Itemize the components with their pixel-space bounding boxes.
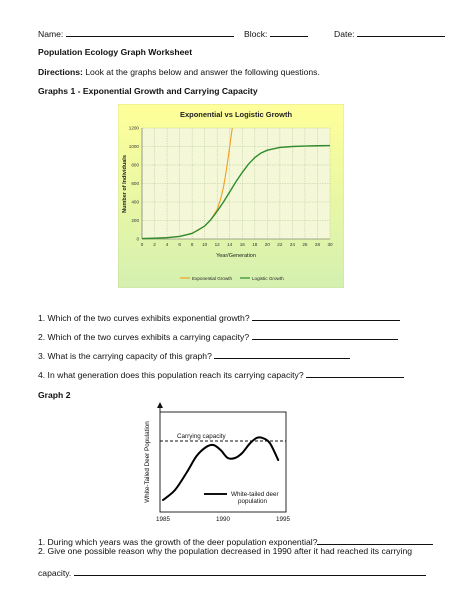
question-1-3 xyxy=(38,349,350,361)
chart1-y-tick-label: 1200 xyxy=(128,125,139,131)
chart2-svg xyxy=(140,402,310,530)
name-label: Name: xyxy=(38,29,64,39)
chart1-y-tick-label: 200 xyxy=(131,218,139,224)
chart2-carrying-capacity-label: Carrying capacity xyxy=(177,433,226,440)
chart-exponential-vs-logistic xyxy=(118,104,344,288)
chart1-x-tick-label: 26 xyxy=(302,242,308,247)
block-blank[interactable] xyxy=(270,27,308,37)
chart1-x-tick-label: 2 xyxy=(153,242,156,247)
chart1-x-tick-label: 28 xyxy=(314,242,321,247)
chart1-x-tick-label: 0 xyxy=(140,242,144,247)
chart1-ylabel: Number of Individuals xyxy=(122,155,128,213)
question-1-1-text: 1. Which of the two curves exhibits exponential growth? xyxy=(38,313,250,323)
graph2-heading: Graph 2 xyxy=(38,390,71,400)
question-2-2-continued xyxy=(38,566,426,578)
chart1-x-tick-label: 20 xyxy=(264,242,270,247)
chart1-y-tick-label: 400 xyxy=(131,199,139,205)
chart2-x-tick-label: 1995 xyxy=(275,516,291,523)
graph1-heading: Graphs 1 - Exponential Growth and Carrying Capacity xyxy=(38,86,258,96)
answer-blank-2-2[interactable] xyxy=(74,566,426,576)
chart1-x-tick-label: 14 xyxy=(227,242,233,247)
chart2-x-tick-label: 1985 xyxy=(155,516,171,523)
legend-label-logistic: Logistic Growth xyxy=(252,276,284,281)
chart1-xlabel: Year/Generation xyxy=(216,253,256,259)
chart1-svg xyxy=(118,104,344,288)
chart1-title: Exponential vs Logistic Growth xyxy=(179,110,293,119)
question-1-2-text: 2. Which of the two curves exhibits a carrying capacity? xyxy=(38,332,250,342)
answer-blank-1-2[interactable] xyxy=(252,330,398,340)
legend-label-deer-line1: White-tailed deer xyxy=(231,491,279,498)
block-label: Block: xyxy=(244,29,268,39)
chart1-x-tick-label: 18 xyxy=(252,242,258,247)
chart1-x-tick-label: 22 xyxy=(277,242,283,247)
chart2-ylabel: White-Tailed Deer Population xyxy=(144,421,151,503)
question-2-1-text: 1. During which years was the growth of the deer population exponential? xyxy=(38,537,318,547)
chart1-x-tick-label: 4 xyxy=(165,242,169,247)
name-field-row xyxy=(38,27,234,39)
chart2-y-axis-arrowhead xyxy=(157,402,163,408)
chart1-legend xyxy=(180,276,284,281)
question-1-4 xyxy=(38,368,404,380)
chart-deer-population xyxy=(140,402,310,530)
directions xyxy=(38,67,320,77)
chart1-x-tick-label: 6 xyxy=(178,242,181,247)
chart1-x-tick-label: 8 xyxy=(190,242,194,247)
date-field-row xyxy=(334,27,445,39)
answer-blank-2-1[interactable] xyxy=(317,535,433,545)
question-1-2 xyxy=(38,330,398,342)
answer-blank-1-1[interactable] xyxy=(252,311,400,321)
date-blank[interactable] xyxy=(357,27,445,37)
block-field-row xyxy=(244,27,308,39)
question-1-1 xyxy=(38,311,400,323)
legend-label-deer-line2: population xyxy=(238,498,268,505)
answer-blank-1-3[interactable] xyxy=(214,349,350,359)
question-2-2: 2. Give one possible reason why the population decreased in 1990 after it had reached its carrying xyxy=(38,546,413,556)
answer-blank-1-4[interactable] xyxy=(306,368,404,378)
chart1-x-tick-label: 10 xyxy=(202,242,208,247)
directions-label: Directions: xyxy=(38,67,83,77)
directions-text: Look at the graphs below and answer the following questions. xyxy=(85,67,320,77)
chart1-x-tick-label: 16 xyxy=(239,242,245,247)
question-2-2-continued-text: capacity. xyxy=(38,568,72,578)
chart1-x-tick-label: 12 xyxy=(214,242,220,247)
chart1-y-tick-label: 1000 xyxy=(128,144,139,150)
name-blank[interactable] xyxy=(66,27,234,37)
chart1-y-tick-label: 800 xyxy=(131,162,139,168)
date-label: Date: xyxy=(334,29,355,39)
question-1-3-text: 3. What is the carrying capacity of this graph? xyxy=(38,351,212,361)
chart1-y-tick-label: 600 xyxy=(131,181,139,187)
legend-label-exponential: Exponential Growth xyxy=(192,276,233,281)
chart1-x-tick-label: 30 xyxy=(327,242,333,247)
chart1-x-tick-label: 24 xyxy=(289,242,295,247)
question-1-4-text: 4. In what generation does this population reach its carrying capacity? xyxy=(38,370,304,380)
chart1-y-tick-label: 0 xyxy=(136,236,139,242)
worksheet-title: Population Ecology Graph Worksheet xyxy=(38,47,193,57)
chart2-x-tick-label: 1990 xyxy=(215,516,231,523)
